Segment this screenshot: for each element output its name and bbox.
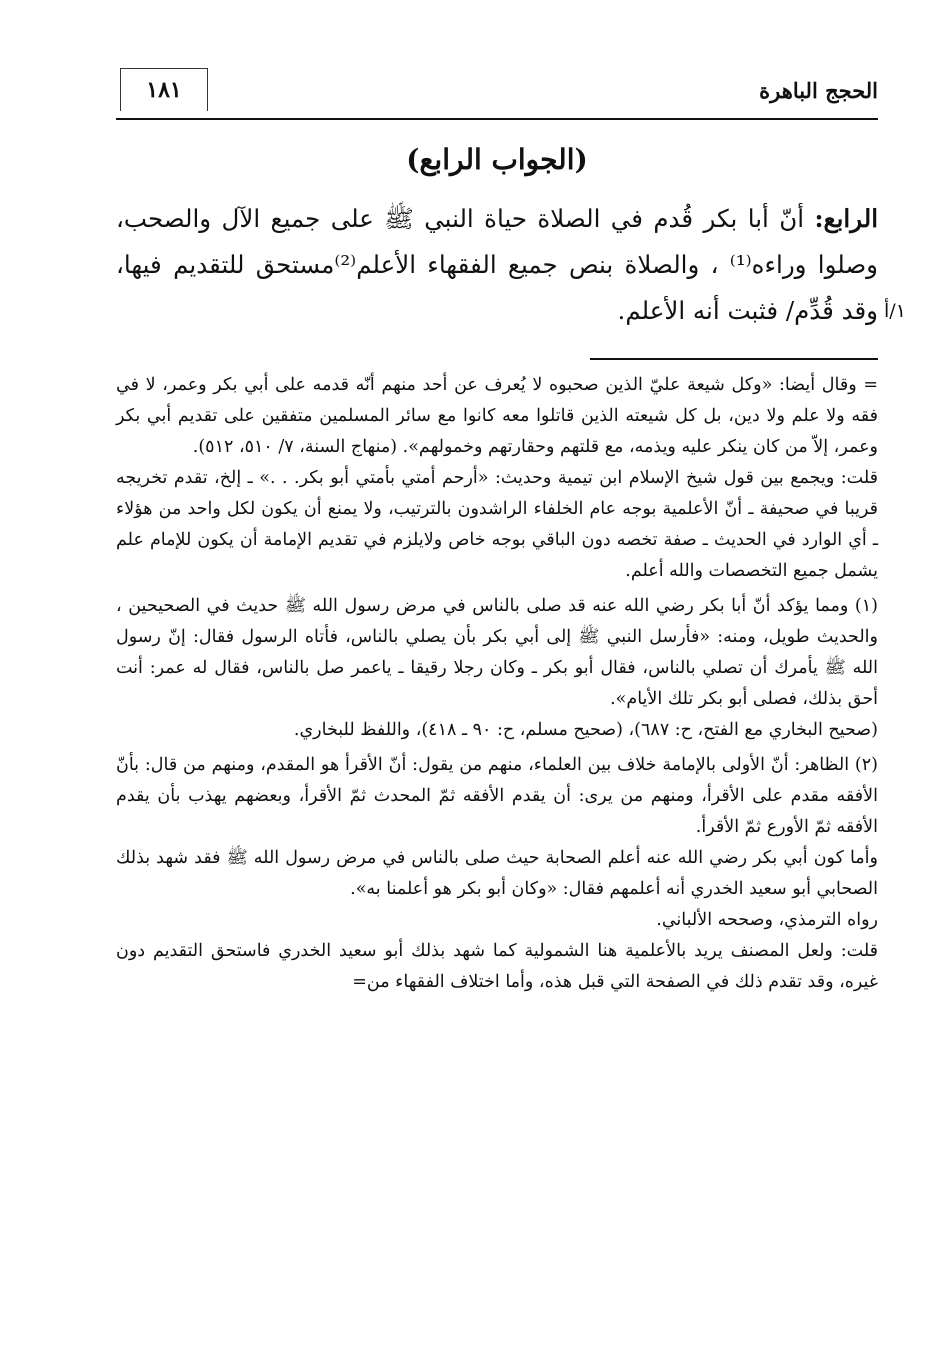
main-paragraph [116,196,878,334]
footnote-paragraph: (١) ومما يؤكد أنّ أبا بكر رضي الله عنه قد صلى بالناس في مرض رسول الله ﷺ حديث في الصحيحين ، والحديث طويل، ومنه: «فأرسل النبي ﷺ إلى أبي بكر بأن يصلي بالناس، فأتاه الرسول فقال: إنّ رسول الله ﷺ يأمرك أن تصلي بالناس، فقال أبو بكر ـ وكان رجلا رقيقا ـ ياعمر صل بالناس، فقال له عمر: أنت أحق بذلك، فصلى أبو بكر تلك الأيام». [116,596,878,709]
footnote-paragraph: (صحيح البخاري مع الفتح، ح: ٦٨٧)، (صحيح مسلم، ح: ٩٠ ـ ٤١٨)، واللفظ للبخاري. [293,720,878,740]
footnote-2 [116,750,878,998]
paragraph-lead: الرابع: [814,204,878,233]
page-header [116,66,878,120]
footnote-1 [116,591,878,746]
header-divider [116,118,878,120]
footnote-continuation [116,370,878,587]
margin-folio-note: ١/أ [884,300,906,322]
footnote-divider [590,358,878,360]
footnote-paragraph: = وقال أيضا: «وكل شيعة عليّ الذين صحبوه لا يُعرف عن أحد منهم أنّه قدمه على أبي بكر وعمر، لا في فقه ولا علم ولا دين، بل كل شيعته الذين قاتلوا معه كانوا مع سائر المسلمين متفقين على تقديم أبي بكر وعمر، إلاّ من كان ينكر عليه ويذمه، مع قلتهم وحقارتهم وخمولهم». (منهاج السنة، ٧/ ٥١٠، ٥١٢). [116,375,878,457]
paragraph-body: أنّ أبا بكر قُدم في الصلاة حياة النبي ﷺ على جميع الآل والصحب، وصلوا وراءه⁽¹⁾ ، والصلاة بنص جميع الفقهاء الأعلم⁽²⁾مستحق للتقديم فيها، وقد قُدِّم/ فثبت أنه الأعلم. [116,204,878,325]
section-title: (الجواب الرابع) [406,143,588,176]
footnote-paragraph: قلت: ويجمع بين قول شيخ الإسلام ابن تيمية وحديث: «أرحم أمتي بأمتي أبو بكر. . .» ـ إلخ، تقدم تخريجه قريبا في صحيفة ـ أنّ الأعلمية بوجه عام الخلفاء الراشدون بالترتيب، ولا يمنع أن يكون لكل واحد من هؤلاء ـ أي الوارد في الحديث ـ صفة تخصه دون الباقي بوجه خاص ولايلزم في تقديم الإمامة أن يكون للإمام علم يشمل جميع التخصصات والله أعلم. [116,468,878,581]
footnote-paragraph: قلت: ولعل المصنف يريد بالأعلمية هنا الشمولية كما شهد بذلك أبو سعيد الخدري فاستحق التقديم دون غيره، وقد تقدم ذلك في الصفحة التي قبل هذه، وأما اختلاف الفقهاء من= [116,941,878,992]
footnote-paragraph: رواه الترمذي، وصححه الألباني. [656,910,878,930]
footnotes [116,370,878,1002]
footnote-paragraph: وأما كون أبي بكر رضي الله عنه أعلم الصحابة حيث صلى بالناس في مرض رسول الله ﷺ فقد شهد بذلك الصحابي أبو سعيد الخدري أنه أعلمهم فقال: «وكان أبو بكر هو أعلمنا به». [116,848,878,899]
page-number: ١٨١ [120,68,208,111]
footnote-paragraph: (٢) الظاهر: أنّ الأولى بالإمامة خلاف بين العلماء، منهم من يقول: أنّ الأقرأ هو المقدم، ومنهم من قال: بأنّ الأفقه مقدم على الأقرأ، ومنهم من يرى: أن يقدم الأفقه ثمّ المحدث ثمّ الأقرأ، وبعضهم يهذب بأن يقدم الأفقه ثمّ الأورع ثمّ الأقرأ. [116,755,878,837]
running-title: الحجج الباهرة [759,78,878,103]
